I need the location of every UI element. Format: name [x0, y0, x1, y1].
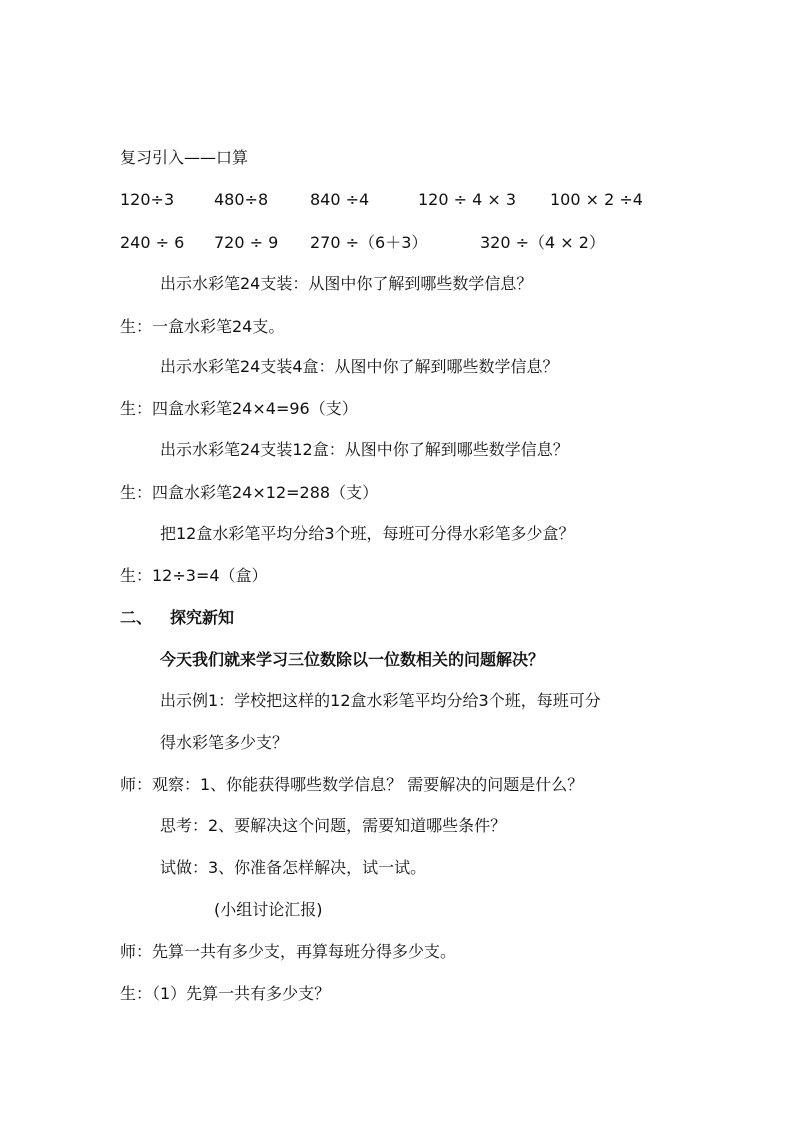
- calc-item: 100 × 2 ÷4: [550, 190, 643, 209]
- paragraph: 出示水彩笔24支装：从图中你了解到哪些数学信息？: [160, 274, 533, 293]
- section-title: 探究新知: [170, 608, 235, 627]
- example-line: 出示例1：学校把这样的12盒水彩笔平均分给3个班，每班可分: [160, 691, 601, 710]
- calc-item: 320 ÷（4 × 2）: [480, 233, 605, 252]
- calc-item: 240 ÷ 6: [120, 233, 185, 252]
- paragraph: 生：四盒水彩笔24×4=96（支）: [120, 399, 358, 418]
- calc-item: 120 ÷ 4 × 3: [418, 190, 517, 209]
- teacher-line: 试做：3、你准备怎样解决，试一试。: [160, 858, 427, 877]
- paragraph: 生：一盒水彩笔24支。: [120, 317, 285, 336]
- paragraph: 生：四盒水彩笔24×12=288（支）: [120, 483, 379, 502]
- teacher-line: 师：观察：1、你能获得哪些数学信息？ 需要解决的问题是什么？: [120, 775, 584, 794]
- calc-item: 120÷3: [120, 190, 175, 209]
- teacher-line: (小组讨论汇报): [214, 900, 323, 919]
- teacher-line: 师：先算一共有多少支，再算每班分得多少支。: [120, 942, 457, 961]
- calc-item: 840 ÷4: [310, 190, 370, 209]
- paragraph: 出示水彩笔24支装4盒：从图中你了解到哪些数学信息？: [160, 357, 559, 376]
- calc-item: 270 ÷（6＋3）: [310, 233, 428, 252]
- paragraph: 生：12÷3=4（盒）: [120, 566, 268, 585]
- paragraph: 把12盒水彩笔平均分给3个班，每班可分得水彩笔多少盒？: [160, 524, 575, 543]
- example-line: 得水彩笔多少支？: [160, 733, 289, 752]
- section-number: 二、: [120, 608, 153, 627]
- calc-item: 480÷8: [214, 190, 269, 209]
- teacher-line: 思考：2、要解决这个问题，需要知道哪些条件？: [160, 816, 507, 835]
- teacher-line: 生：（1）先算一共有多少支？: [120, 984, 331, 1003]
- intro-question: 今天我们就来学习三位数除以一位数相关的问题解决？: [160, 650, 545, 669]
- heading-review: 复习引入——口算: [120, 148, 249, 167]
- calc-item: 720 ÷ 9: [214, 233, 279, 252]
- paragraph: 出示水彩笔24支装12盒：从图中你了解到哪些数学信息？: [160, 440, 569, 459]
